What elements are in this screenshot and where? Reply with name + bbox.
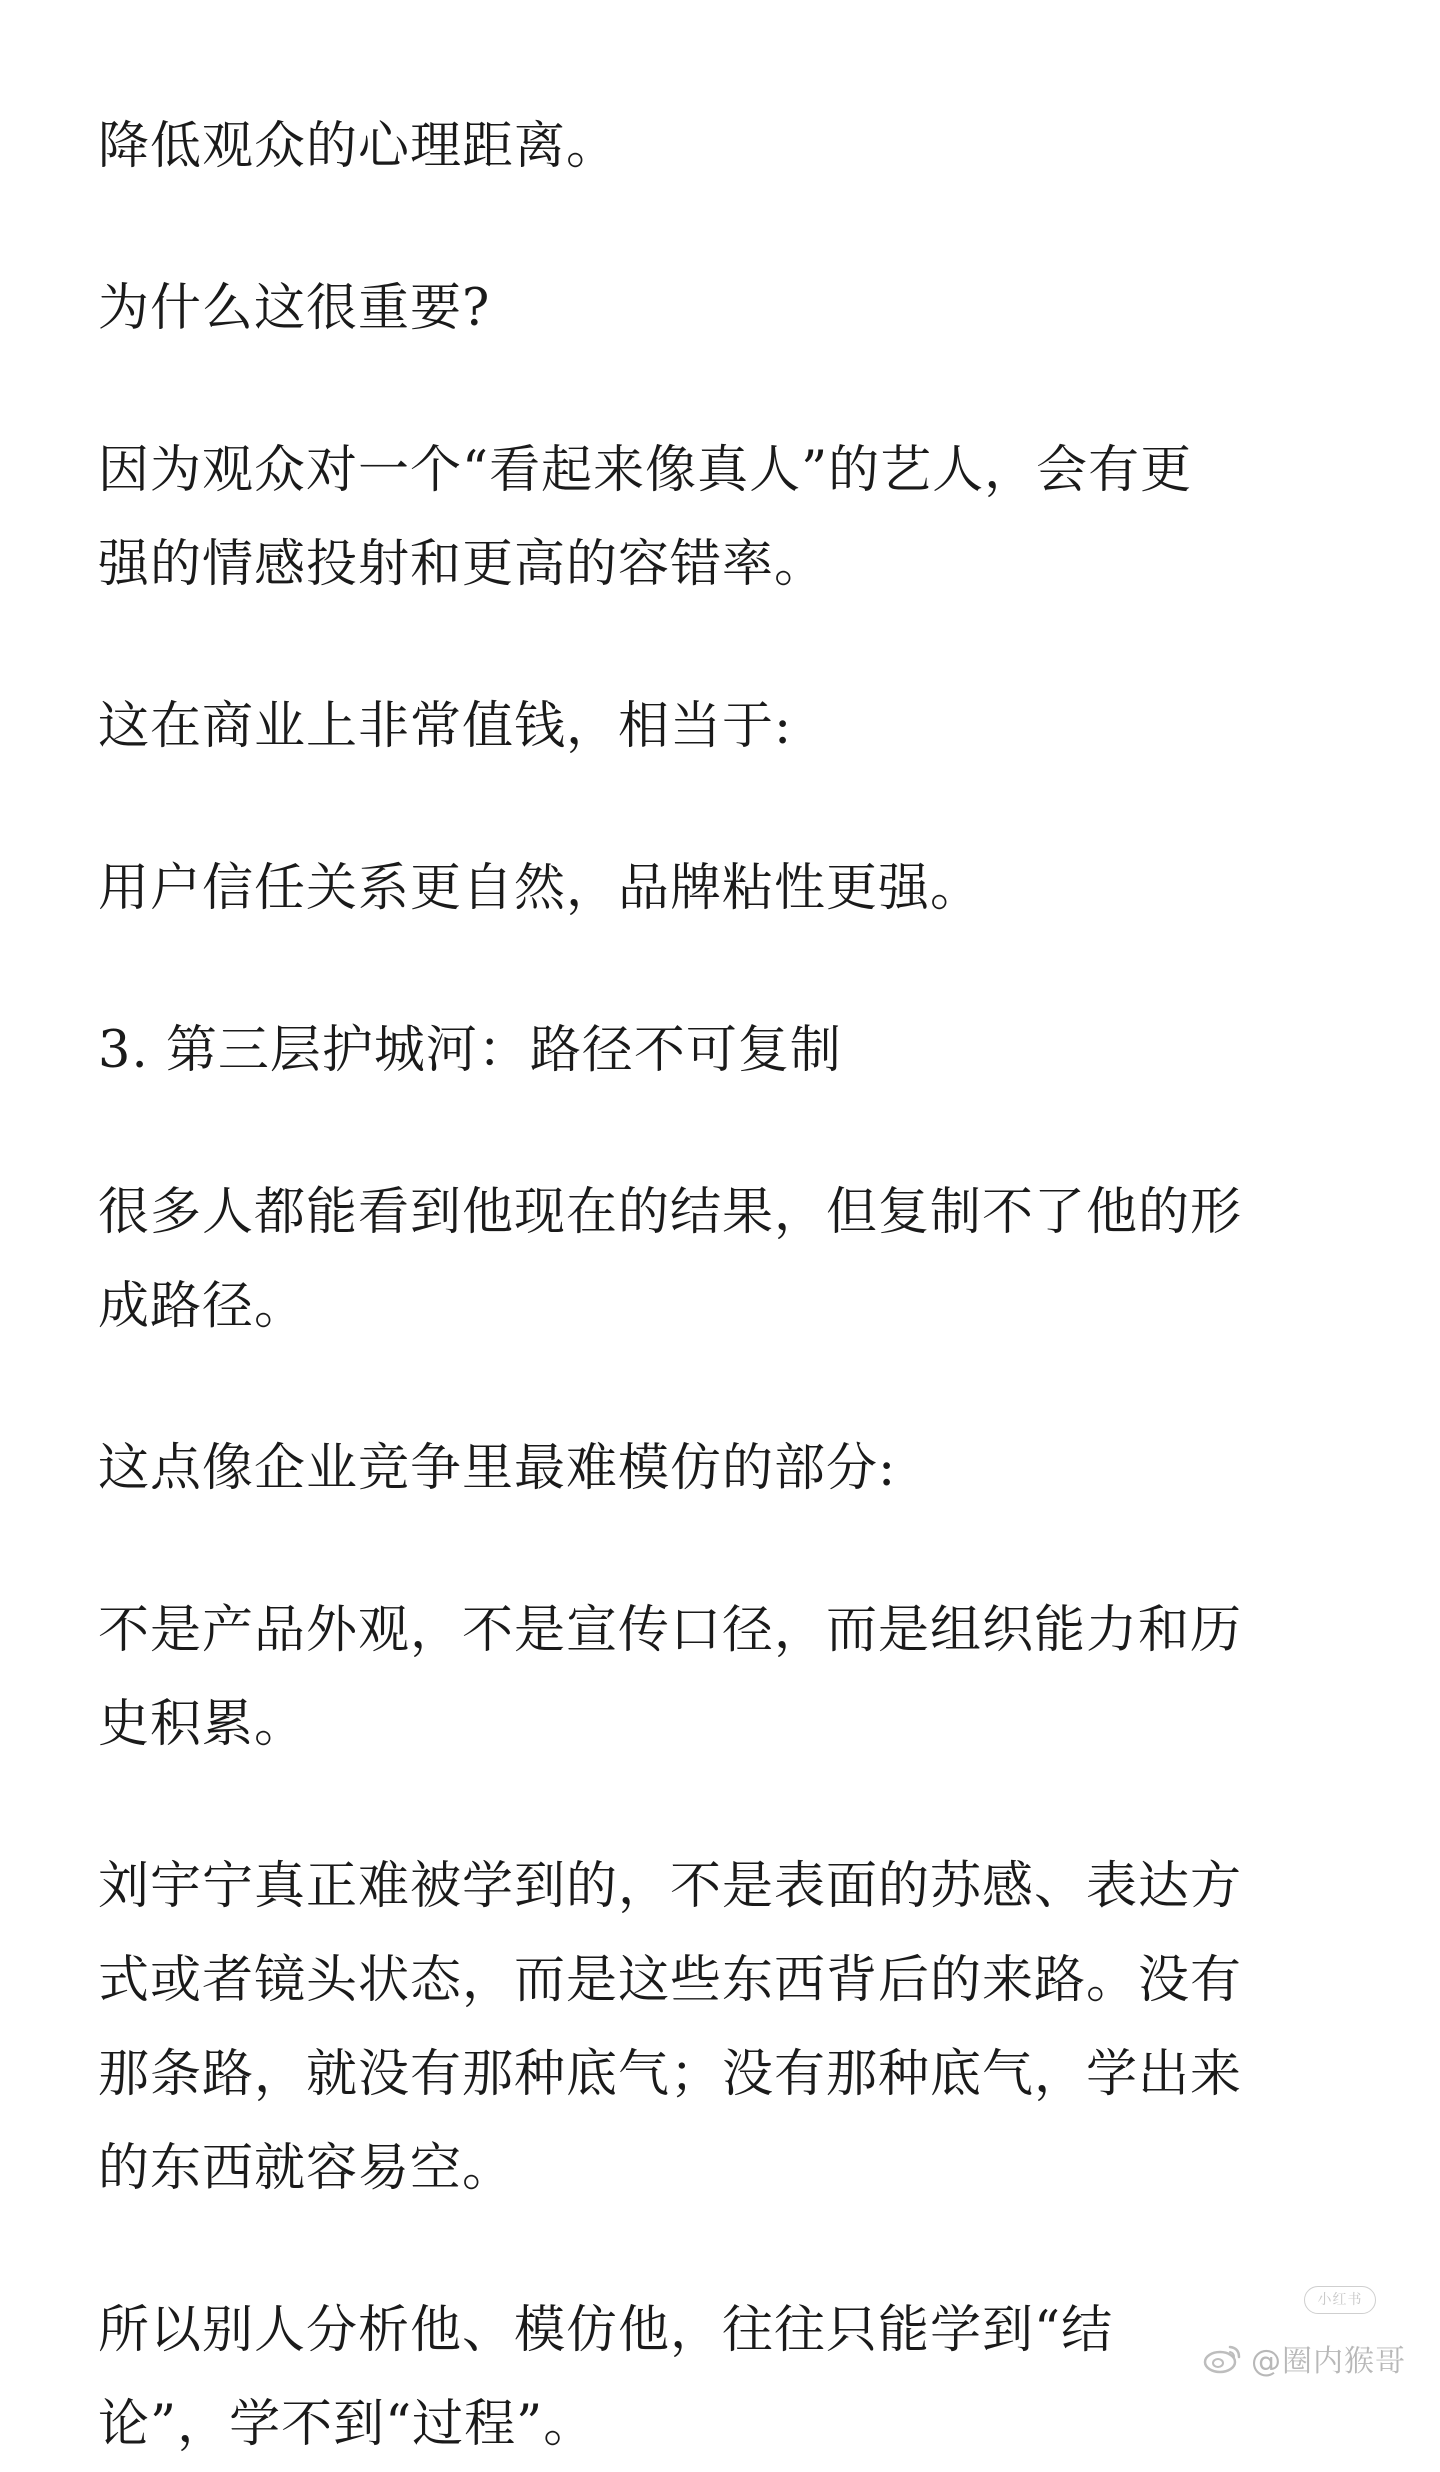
paragraph: 不是产品外观，不是宣传口径，而是组织能力和历 史积累。 (98, 1601, 1243, 1754)
paragraph: 这在商业上非常值钱，相当于: (98, 697, 793, 756)
weibo-icon (1203, 2341, 1243, 2375)
paragraph: 所以别人分析他、模仿他，往往只能学到“结 论”，学不到“过程”。 (98, 2301, 1114, 2454)
paragraph: 降低观众的心理距离。 (98, 117, 619, 176)
xiaohongshu-logo: 小红书 (1304, 2286, 1376, 2314)
watermark (1203, 2292, 1406, 2380)
paragraph: 刘宇宁真正难被学到的，不是表面的苏感、表达方 式或者镜头状态，而是这些东西背后的来路。没有 那条路，就没有那种底气；没有那种底气，学出来 的东西就容易空。 (98, 1857, 1243, 2198)
watermark-handle: @圈内猴哥 (1251, 2344, 1406, 2379)
section-heading: 3. 第三层护城河：路径不可复制 (98, 1021, 842, 1080)
paragraph: 很多人都能看到他现在的结果，但复制不了他的形 成路径。 (98, 1183, 1243, 1336)
article-body (98, 100, 1348, 2472)
paragraph: 这点像企业竞争里最难模仿的部分: (98, 1439, 897, 1498)
paragraph: 用户信任关系更自然，品牌粘性更强。 (98, 859, 983, 918)
paragraph: 因为观众对一个“看起来像真人”的艺人，会有更 强的情感投射和更高的容错率。 (98, 441, 1193, 594)
paragraph: 为什么这很重要? (98, 279, 491, 338)
